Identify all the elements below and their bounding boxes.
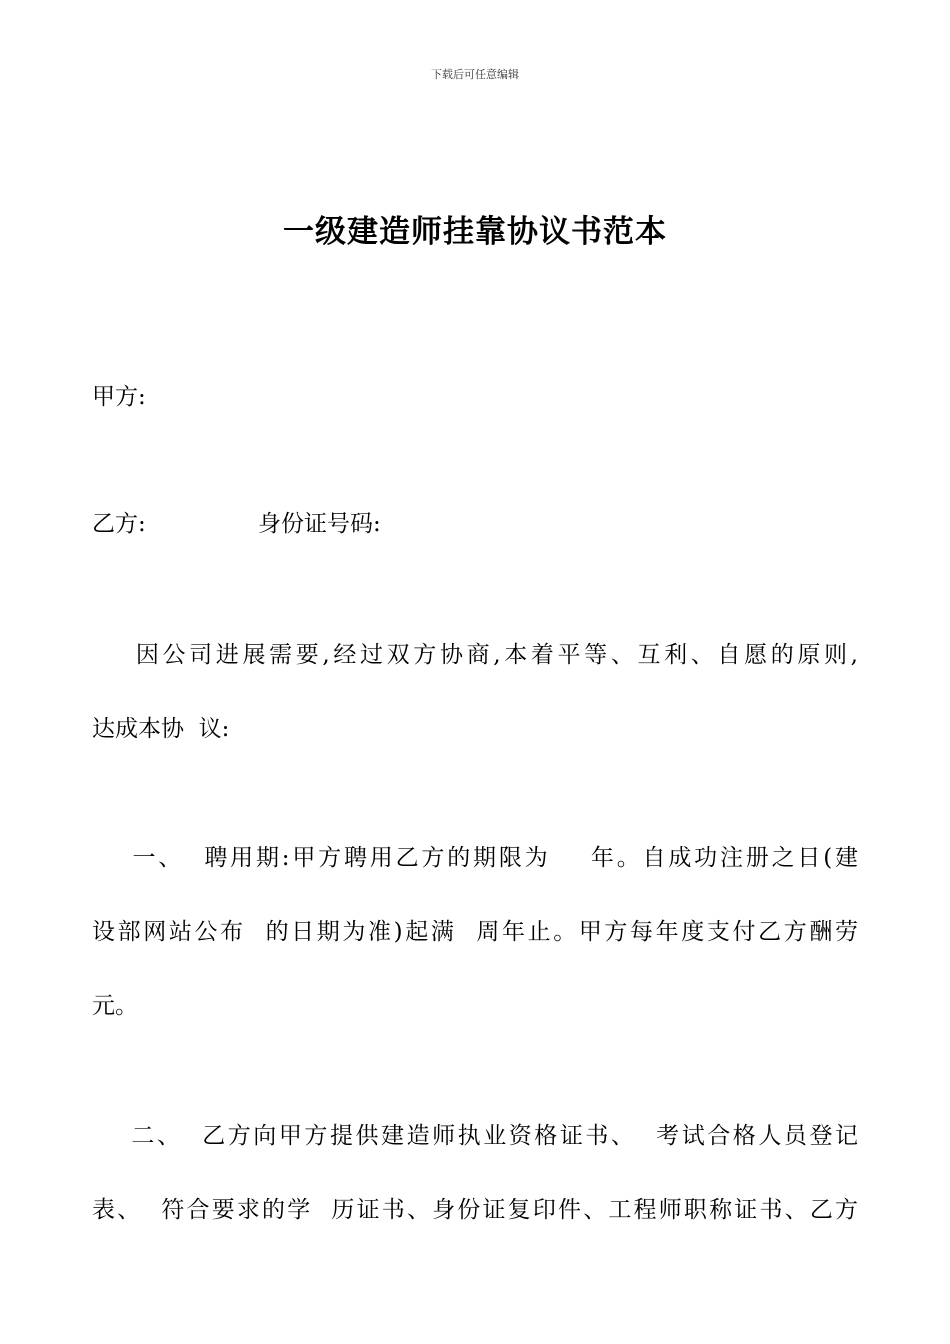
intro-line-2: 达成本协 议: xyxy=(92,716,230,742)
header-note: 下载后可任意编辑 xyxy=(431,68,519,81)
party-a-label: 甲方: xyxy=(92,384,146,410)
clause-1-line-1: 一、 聘用期:甲方聘用乙方的期限为 年。自成功注册之日(建 xyxy=(92,845,858,871)
party-b-label: 乙方: xyxy=(92,511,146,537)
id-number-label: 身份证号码: xyxy=(258,511,381,537)
clause-2-line-2: 表、 符合要求的学 历证书、身份证复印件、工程师职称证书、乙方 xyxy=(92,1197,858,1223)
clause-1-line-3: 元。 xyxy=(92,993,138,1019)
document-title: 一级建造师挂靠协议书范本 xyxy=(283,214,667,250)
clause-1-line-2: 设部网站公布 的日期为准)起满 周年止。甲方每年度支付乙方酬劳 xyxy=(92,919,858,945)
clause-2-line-1: 二、 乙方向甲方提供建造师执业资格证书、 考试合格人员登记 xyxy=(92,1123,858,1149)
intro-line-1: 因公司进展需要,经过双方协商,本着平等、互利、自愿的原则, xyxy=(92,642,858,668)
